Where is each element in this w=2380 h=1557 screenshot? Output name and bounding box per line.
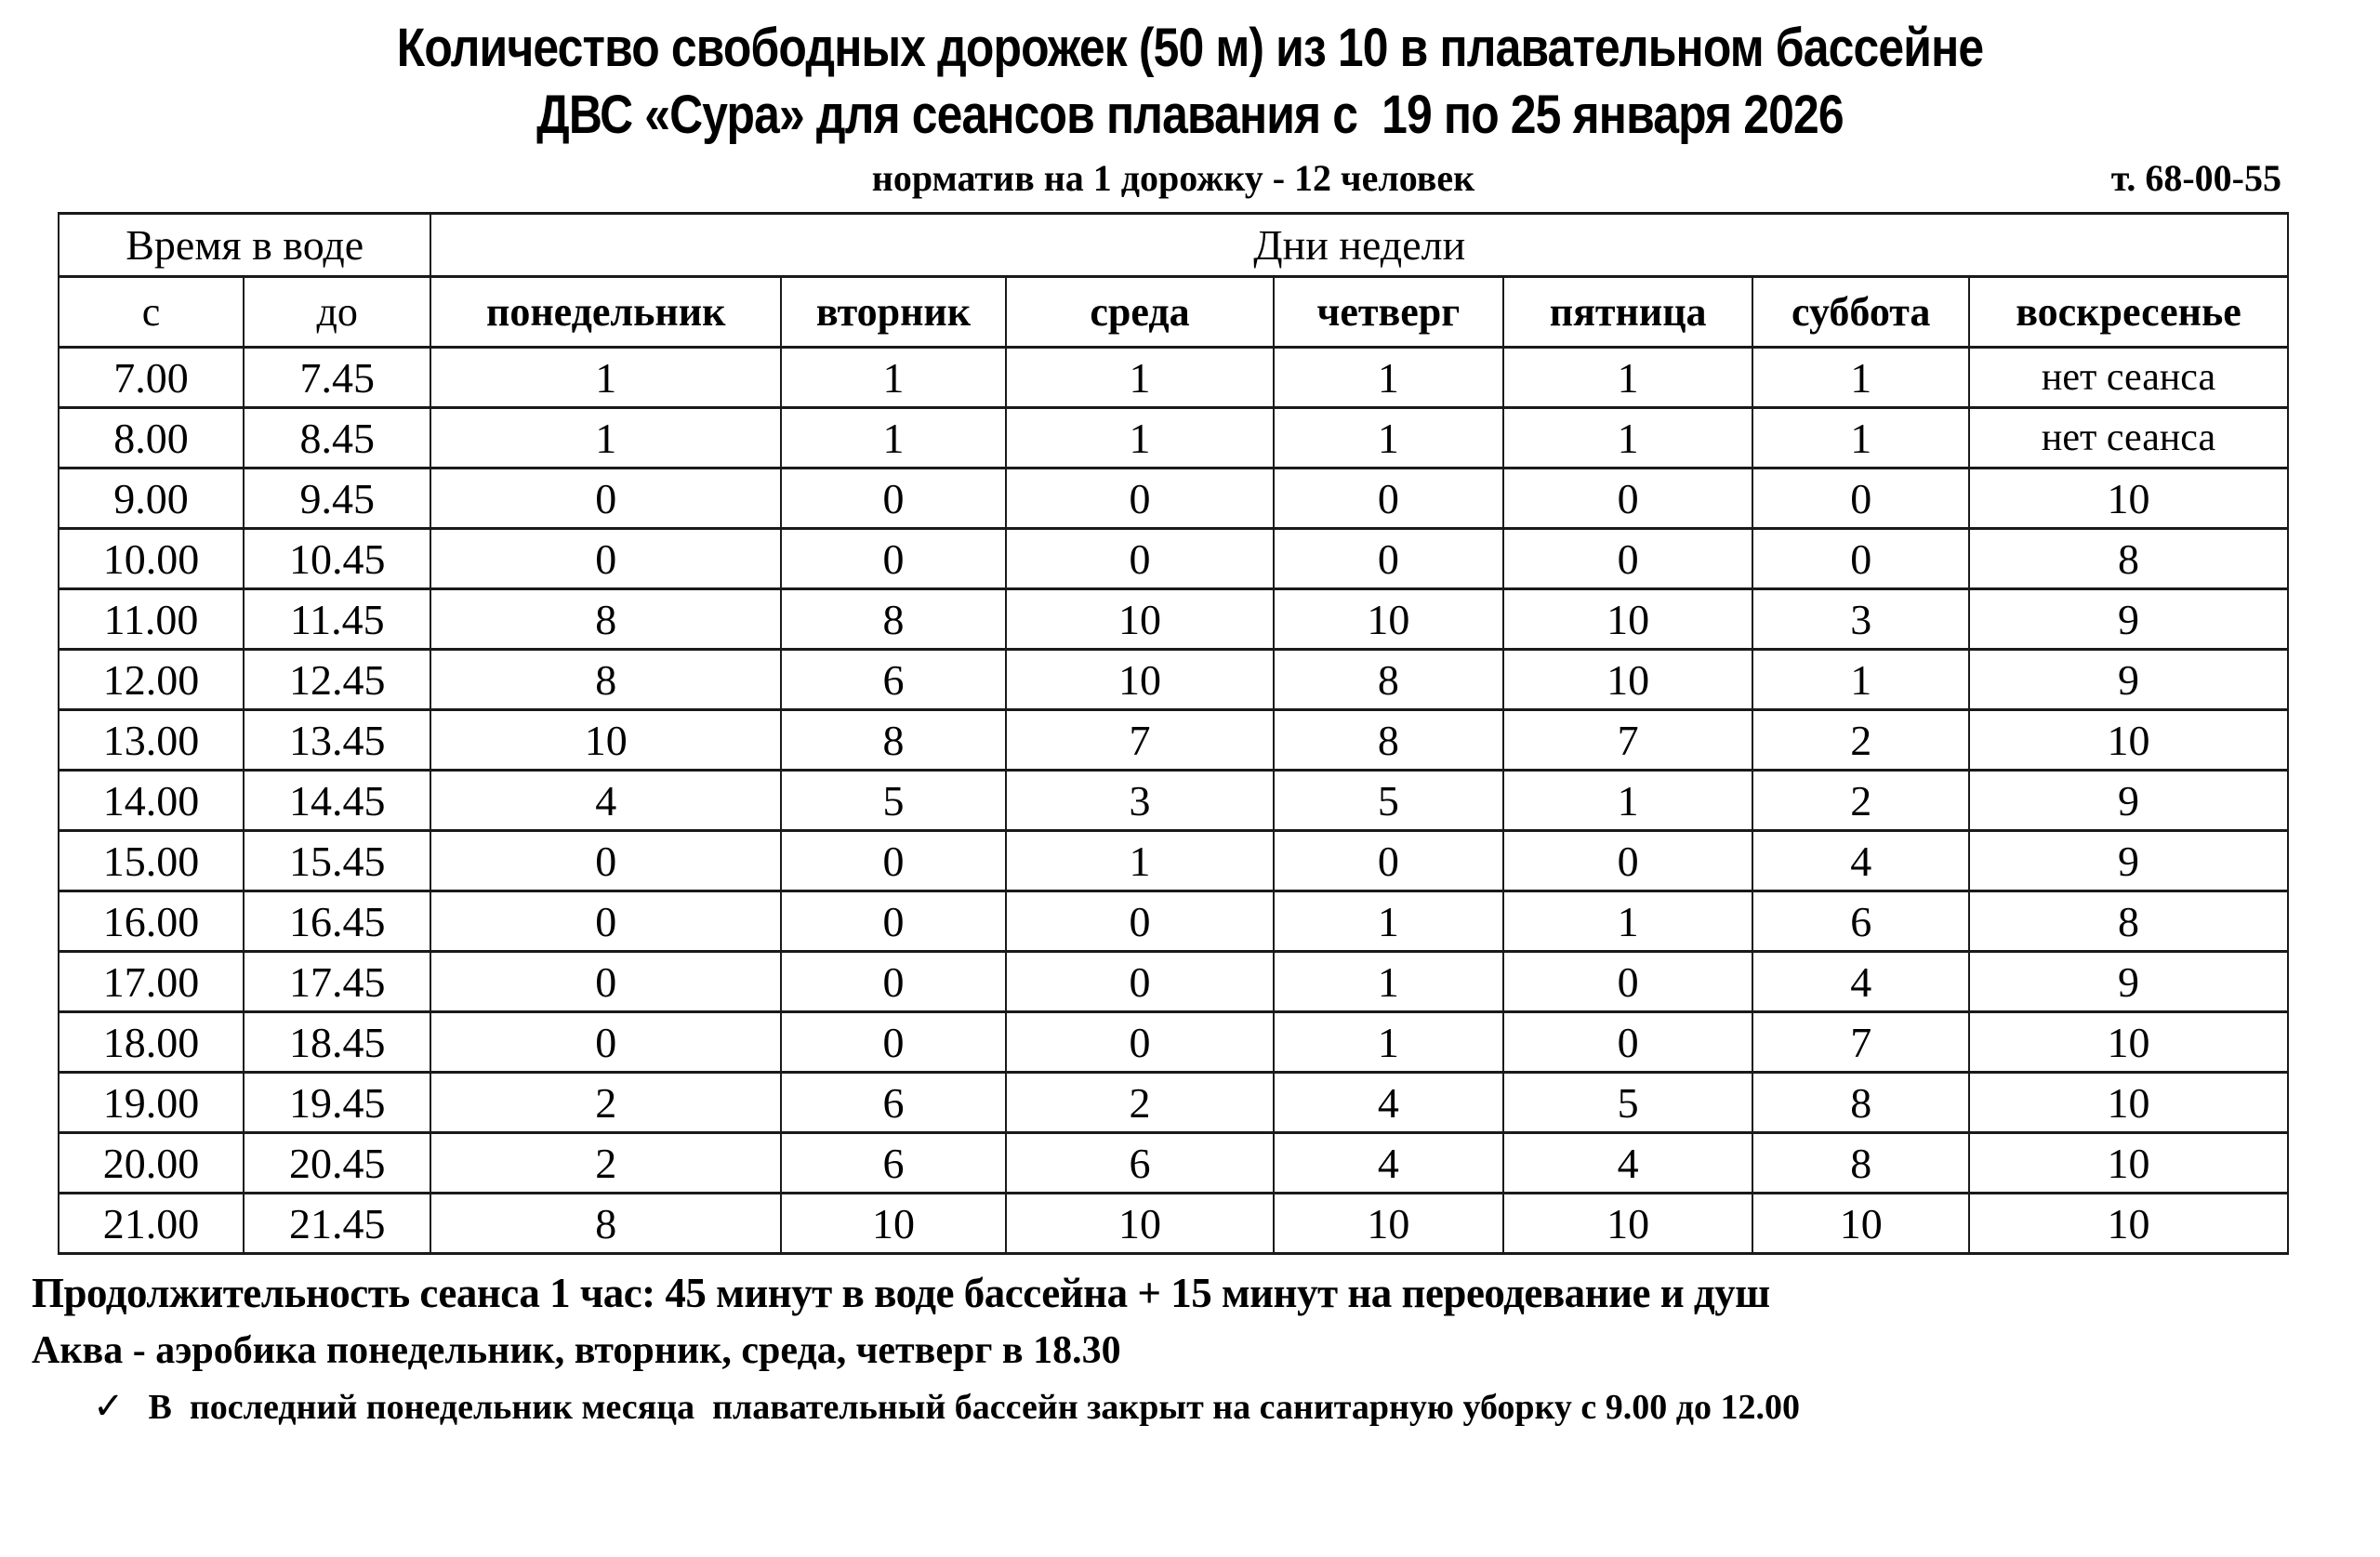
col-header-to: до [244, 277, 430, 348]
days-of-week-header: Дни недели [430, 214, 2288, 277]
free-lanes-cell: 0 [1752, 468, 1969, 529]
free-lanes-cell: 1 [1274, 348, 1503, 408]
free-lanes-cell: 0 [430, 1012, 780, 1073]
free-lanes-cell: 9 [1969, 771, 2288, 831]
time-from-cell: 21.00 [59, 1194, 244, 1254]
free-lanes-cell: 0 [1274, 831, 1503, 891]
free-lanes-cell: 0 [781, 831, 1006, 891]
free-lanes-cell: 0 [1503, 952, 1753, 1012]
free-lanes-cell: 10 [1006, 589, 1274, 650]
time-from-cell: 16.00 [59, 891, 244, 952]
time-to-cell: 16.45 [244, 891, 430, 952]
free-lanes-cell: 0 [430, 468, 780, 529]
free-lanes-cell: 8 [1969, 529, 2288, 589]
phone-number: т. 68-00-55 [2110, 157, 2281, 199]
free-lanes-cell: 1 [430, 408, 780, 468]
free-lanes-cell: 4 [1503, 1133, 1753, 1194]
time-from-cell: 14.00 [59, 771, 244, 831]
schedule-row [59, 1194, 2288, 1254]
time-from-cell: 20.00 [59, 1133, 244, 1194]
time-to-cell: 13.45 [244, 710, 430, 771]
free-lanes-cell: 8 [1274, 710, 1503, 771]
time-to-cell: 18.45 [244, 1012, 430, 1073]
col-header-monday: понедельник [430, 277, 780, 348]
free-lanes-cell: 3 [1006, 771, 1274, 831]
schedule-row [59, 650, 2288, 710]
time-to-cell: 9.45 [244, 468, 430, 529]
free-lanes-cell: 5 [1274, 771, 1503, 831]
free-lanes-cell: 10 [1274, 589, 1503, 650]
schedule-row [59, 1073, 2288, 1133]
free-lanes-cell: 1 [1274, 891, 1503, 952]
free-lanes-cell: 10 [1503, 650, 1753, 710]
free-lanes-cell: 1 [1503, 891, 1753, 952]
free-lanes-cell: 8 [781, 589, 1006, 650]
time-to-cell: 20.45 [244, 1133, 430, 1194]
free-lanes-cell: 8 [781, 710, 1006, 771]
free-lanes-cell: 1 [1752, 348, 1969, 408]
free-lanes-cell: 1 [1274, 408, 1503, 468]
time-to-cell: 14.45 [244, 771, 430, 831]
free-lanes-cell: 2 [430, 1133, 780, 1194]
poster-title-line1: Количество свободных дорожек (50 м) из 10 в плавательном бассейне [396, 18, 1984, 78]
free-lanes-cell: 2 [1752, 771, 1969, 831]
subtitle-row [58, 154, 2289, 203]
free-lanes-cell: 5 [1503, 1073, 1753, 1133]
free-lanes-cell: 0 [1274, 529, 1503, 589]
free-lanes-cell: 0 [1006, 952, 1274, 1012]
free-lanes-cell: 1 [781, 408, 1006, 468]
schedule-row [59, 468, 2288, 529]
free-lanes-cell: 1 [1274, 952, 1503, 1012]
free-lanes-cell: нет сеанса [1969, 348, 2288, 408]
time-from-cell: 9.00 [59, 468, 244, 529]
free-lanes-cell: 0 [430, 529, 780, 589]
time-to-cell: 15.45 [244, 831, 430, 891]
schedule-row [59, 891, 2288, 952]
free-lanes-cell: 10 [1969, 1194, 2288, 1254]
free-lanes-cell: 8 [1969, 891, 2288, 952]
free-lanes-cell: 0 [1006, 1012, 1274, 1073]
time-from-cell: 15.00 [59, 831, 244, 891]
free-lanes-cell: 4 [1752, 952, 1969, 1012]
free-lanes-cell: 8 [1752, 1073, 1969, 1133]
free-lanes-cell: 8 [430, 650, 780, 710]
time-from-cell: 17.00 [59, 952, 244, 1012]
free-lanes-cell: 1 [1006, 348, 1274, 408]
free-lanes-cell: 8 [430, 589, 780, 650]
free-lanes-cell: 10 [430, 710, 780, 771]
free-lanes-cell: 0 [781, 952, 1006, 1012]
aqua-aerobics-note: Аква - аэробика понедельник, вторник, среда, четверг в 18.30 [32, 1329, 1121, 1372]
time-from-cell: 11.00 [59, 589, 244, 650]
schedule-row [59, 529, 2288, 589]
free-lanes-cell: 10 [1969, 468, 2288, 529]
time-to-cell: 12.45 [244, 650, 430, 710]
free-lanes-cell: 0 [430, 831, 780, 891]
table-column-header-row [59, 277, 2288, 348]
time-from-cell: 10.00 [59, 529, 244, 589]
free-lanes-cell: 4 [1274, 1133, 1503, 1194]
time-to-cell: 17.45 [244, 952, 430, 1012]
free-lanes-cell: 0 [1503, 468, 1753, 529]
schedule-body [59, 348, 2288, 1254]
sanitary-day-note [93, 1383, 2380, 1431]
time-to-cell: 10.45 [244, 529, 430, 589]
free-lanes-cell: нет сеанса [1969, 408, 2288, 468]
free-lanes-cell: 9 [1969, 952, 2288, 1012]
time-from-cell: 18.00 [59, 1012, 244, 1073]
col-header-from: с [59, 277, 244, 348]
checkmark-icon: ✓ [93, 1385, 125, 1428]
free-lanes-cell: 2 [1752, 710, 1969, 771]
free-lanes-cell: 0 [1503, 529, 1753, 589]
free-lanes-cell: 10 [1969, 1133, 2288, 1194]
free-lanes-cell: 7 [1752, 1012, 1969, 1073]
schedule-row [59, 831, 2288, 891]
free-lanes-cell: 0 [1752, 529, 1969, 589]
free-lanes-cell: 10 [1274, 1194, 1503, 1254]
free-lanes-cell: 9 [1969, 831, 2288, 891]
time-to-cell: 21.45 [244, 1194, 430, 1254]
col-header-sunday: воскресенье [1969, 277, 2288, 348]
schedule-row [59, 1133, 2288, 1194]
schedule-row [59, 771, 2288, 831]
free-lanes-cell: 0 [1006, 891, 1274, 952]
col-header-saturday: суббота [1752, 277, 1969, 348]
col-header-thursday: четверг [1274, 277, 1503, 348]
free-lanes-cell: 10 [1752, 1194, 1969, 1254]
free-lanes-cell: 1 [1752, 408, 1969, 468]
free-lanes-cell: 3 [1752, 589, 1969, 650]
table-group-header-row [59, 214, 2288, 277]
free-lanes-cell: 10 [1503, 589, 1753, 650]
free-lanes-cell: 5 [781, 771, 1006, 831]
time-to-cell: 8.45 [244, 408, 430, 468]
free-lanes-cell: 10 [1969, 710, 2288, 771]
free-lanes-cell: 0 [1503, 831, 1753, 891]
lane-norm-text: норматив на 1 дорожку - 12 человек [871, 157, 1475, 199]
free-lanes-cell: 10 [1969, 1012, 2288, 1073]
free-lanes-cell: 4 [1274, 1073, 1503, 1133]
free-lanes-cell: 10 [1969, 1073, 2288, 1133]
free-lanes-cell: 6 [781, 650, 1006, 710]
schedule-row [59, 348, 2288, 408]
free-lanes-cell: 9 [1969, 589, 2288, 650]
session-duration-note: Продолжительность сеанса 1 час: 45 минут в воде бассейна + 15 минут на переодевание и душ [32, 1270, 1770, 1316]
free-lanes-cell: 0 [781, 529, 1006, 589]
free-lanes-cell: 1 [1006, 831, 1274, 891]
time-to-cell: 19.45 [244, 1073, 430, 1133]
free-lanes-cell: 1 [430, 348, 780, 408]
schedule-row [59, 1012, 2288, 1073]
schedule-row [59, 952, 2288, 1012]
free-lanes-cell: 8 [1274, 650, 1503, 710]
col-header-wednesday: среда [1006, 277, 1274, 348]
free-lanes-cell: 10 [1006, 650, 1274, 710]
free-lanes-cell: 2 [430, 1073, 780, 1133]
time-from-cell: 12.00 [59, 650, 244, 710]
free-lanes-cell: 0 [781, 1012, 1006, 1073]
time-to-cell: 7.45 [244, 348, 430, 408]
schedule-row [59, 710, 2288, 771]
time-from-cell: 13.00 [59, 710, 244, 771]
free-lanes-cell: 2 [1006, 1073, 1274, 1133]
free-lanes-cell: 1 [1274, 1012, 1503, 1073]
col-header-tuesday: вторник [781, 277, 1006, 348]
free-lanes-cell: 4 [1752, 831, 1969, 891]
free-lanes-cell: 0 [781, 468, 1006, 529]
free-lanes-cell: 0 [430, 891, 780, 952]
free-lanes-cell: 8 [430, 1194, 780, 1254]
time-from-cell: 19.00 [59, 1073, 244, 1133]
time-from-cell: 7.00 [59, 348, 244, 408]
free-lanes-cell: 1 [1006, 408, 1274, 468]
schedule-table [58, 212, 2289, 1255]
schedule-row [59, 408, 2288, 468]
free-lanes-cell: 6 [781, 1073, 1006, 1133]
free-lanes-cell: 0 [1006, 529, 1274, 589]
free-lanes-cell: 1 [1503, 348, 1753, 408]
free-lanes-cell: 9 [1969, 650, 2288, 710]
schedule-row [59, 589, 2288, 650]
time-in-water-header: Время в воде [59, 214, 430, 277]
free-lanes-cell: 1 [1752, 650, 1969, 710]
free-lanes-cell: 10 [781, 1194, 1006, 1254]
free-lanes-cell: 0 [1274, 468, 1503, 529]
free-lanes-cell: 7 [1006, 710, 1274, 771]
free-lanes-cell: 1 [781, 348, 1006, 408]
time-from-cell: 8.00 [59, 408, 244, 468]
free-lanes-cell: 4 [430, 771, 780, 831]
free-lanes-cell: 0 [430, 952, 780, 1012]
col-header-friday: пятница [1503, 277, 1753, 348]
free-lanes-cell: 6 [781, 1133, 1006, 1194]
sanitary-day-text: В последний понедельник месяца плавательный бассейн закрыт на санитарную уборку с 9.00 до 12.00 [148, 1388, 1801, 1427]
free-lanes-cell: 8 [1752, 1133, 1969, 1194]
time-to-cell: 11.45 [244, 589, 430, 650]
poster-title-line2: ДВС «Сура» для сеансов плавания с 19 по 25 января 2026 [536, 85, 1844, 145]
free-lanes-cell: 10 [1503, 1194, 1753, 1254]
free-lanes-cell: 1 [1503, 408, 1753, 468]
free-lanes-cell: 0 [781, 891, 1006, 952]
free-lanes-cell: 7 [1503, 710, 1753, 771]
free-lanes-cell: 10 [1006, 1194, 1274, 1254]
free-lanes-cell: 1 [1503, 771, 1753, 831]
free-lanes-cell: 6 [1006, 1133, 1274, 1194]
free-lanes-cell: 0 [1503, 1012, 1753, 1073]
free-lanes-cell: 6 [1752, 891, 1969, 952]
free-lanes-cell: 0 [1006, 468, 1274, 529]
